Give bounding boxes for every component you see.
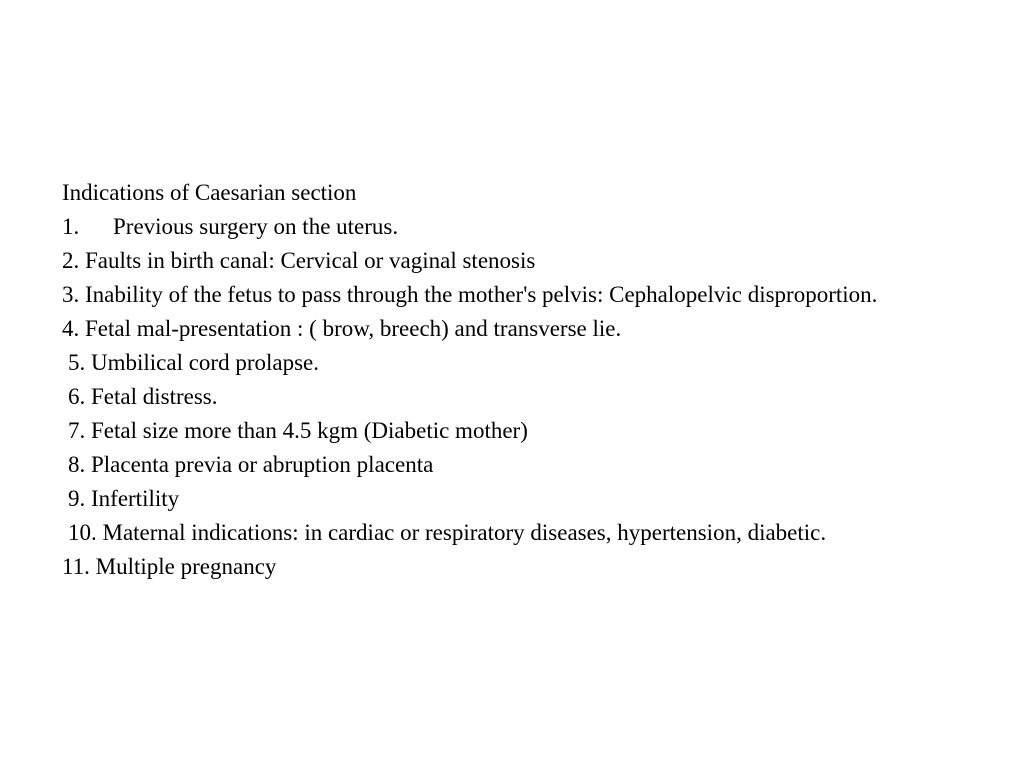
list-item: 11. Multiple pregnancy (62, 554, 277, 579)
list-item: 9. Infertility (68, 486, 180, 511)
list-item (62, 520, 962, 546)
list-item (62, 214, 962, 240)
list-item-number: 1. (62, 214, 80, 239)
list-item: 6. Fetal distress. (68, 384, 218, 409)
list-item-text: 10. Maternal indications: in cardiac or respiratory diseases, hypertension, diabetic. (68, 520, 827, 545)
list-item: 7. Fetal size more than 4.5 kgm (Diabetic mother) (68, 418, 528, 443)
slide-title: Indications of Caesarian section (62, 180, 357, 205)
list-item: 8. Placenta previa or abruption placenta (68, 452, 434, 477)
list-item: 5. Umbilical cord prolapse. (68, 350, 320, 375)
list-item-text: Previous surgery on the uterus. (113, 214, 399, 239)
list-item: 3. Inability of the fetus to pass through the mother's pelvis: Cephalopelvic disproportion. (62, 282, 878, 307)
list-item: 4. Fetal mal-presentation : ( brow, breech) and transverse lie. (62, 316, 622, 341)
list-item: 2. Faults in birth canal: Cervical or vaginal stenosis (62, 248, 536, 273)
slide-content (62, 180, 962, 588)
